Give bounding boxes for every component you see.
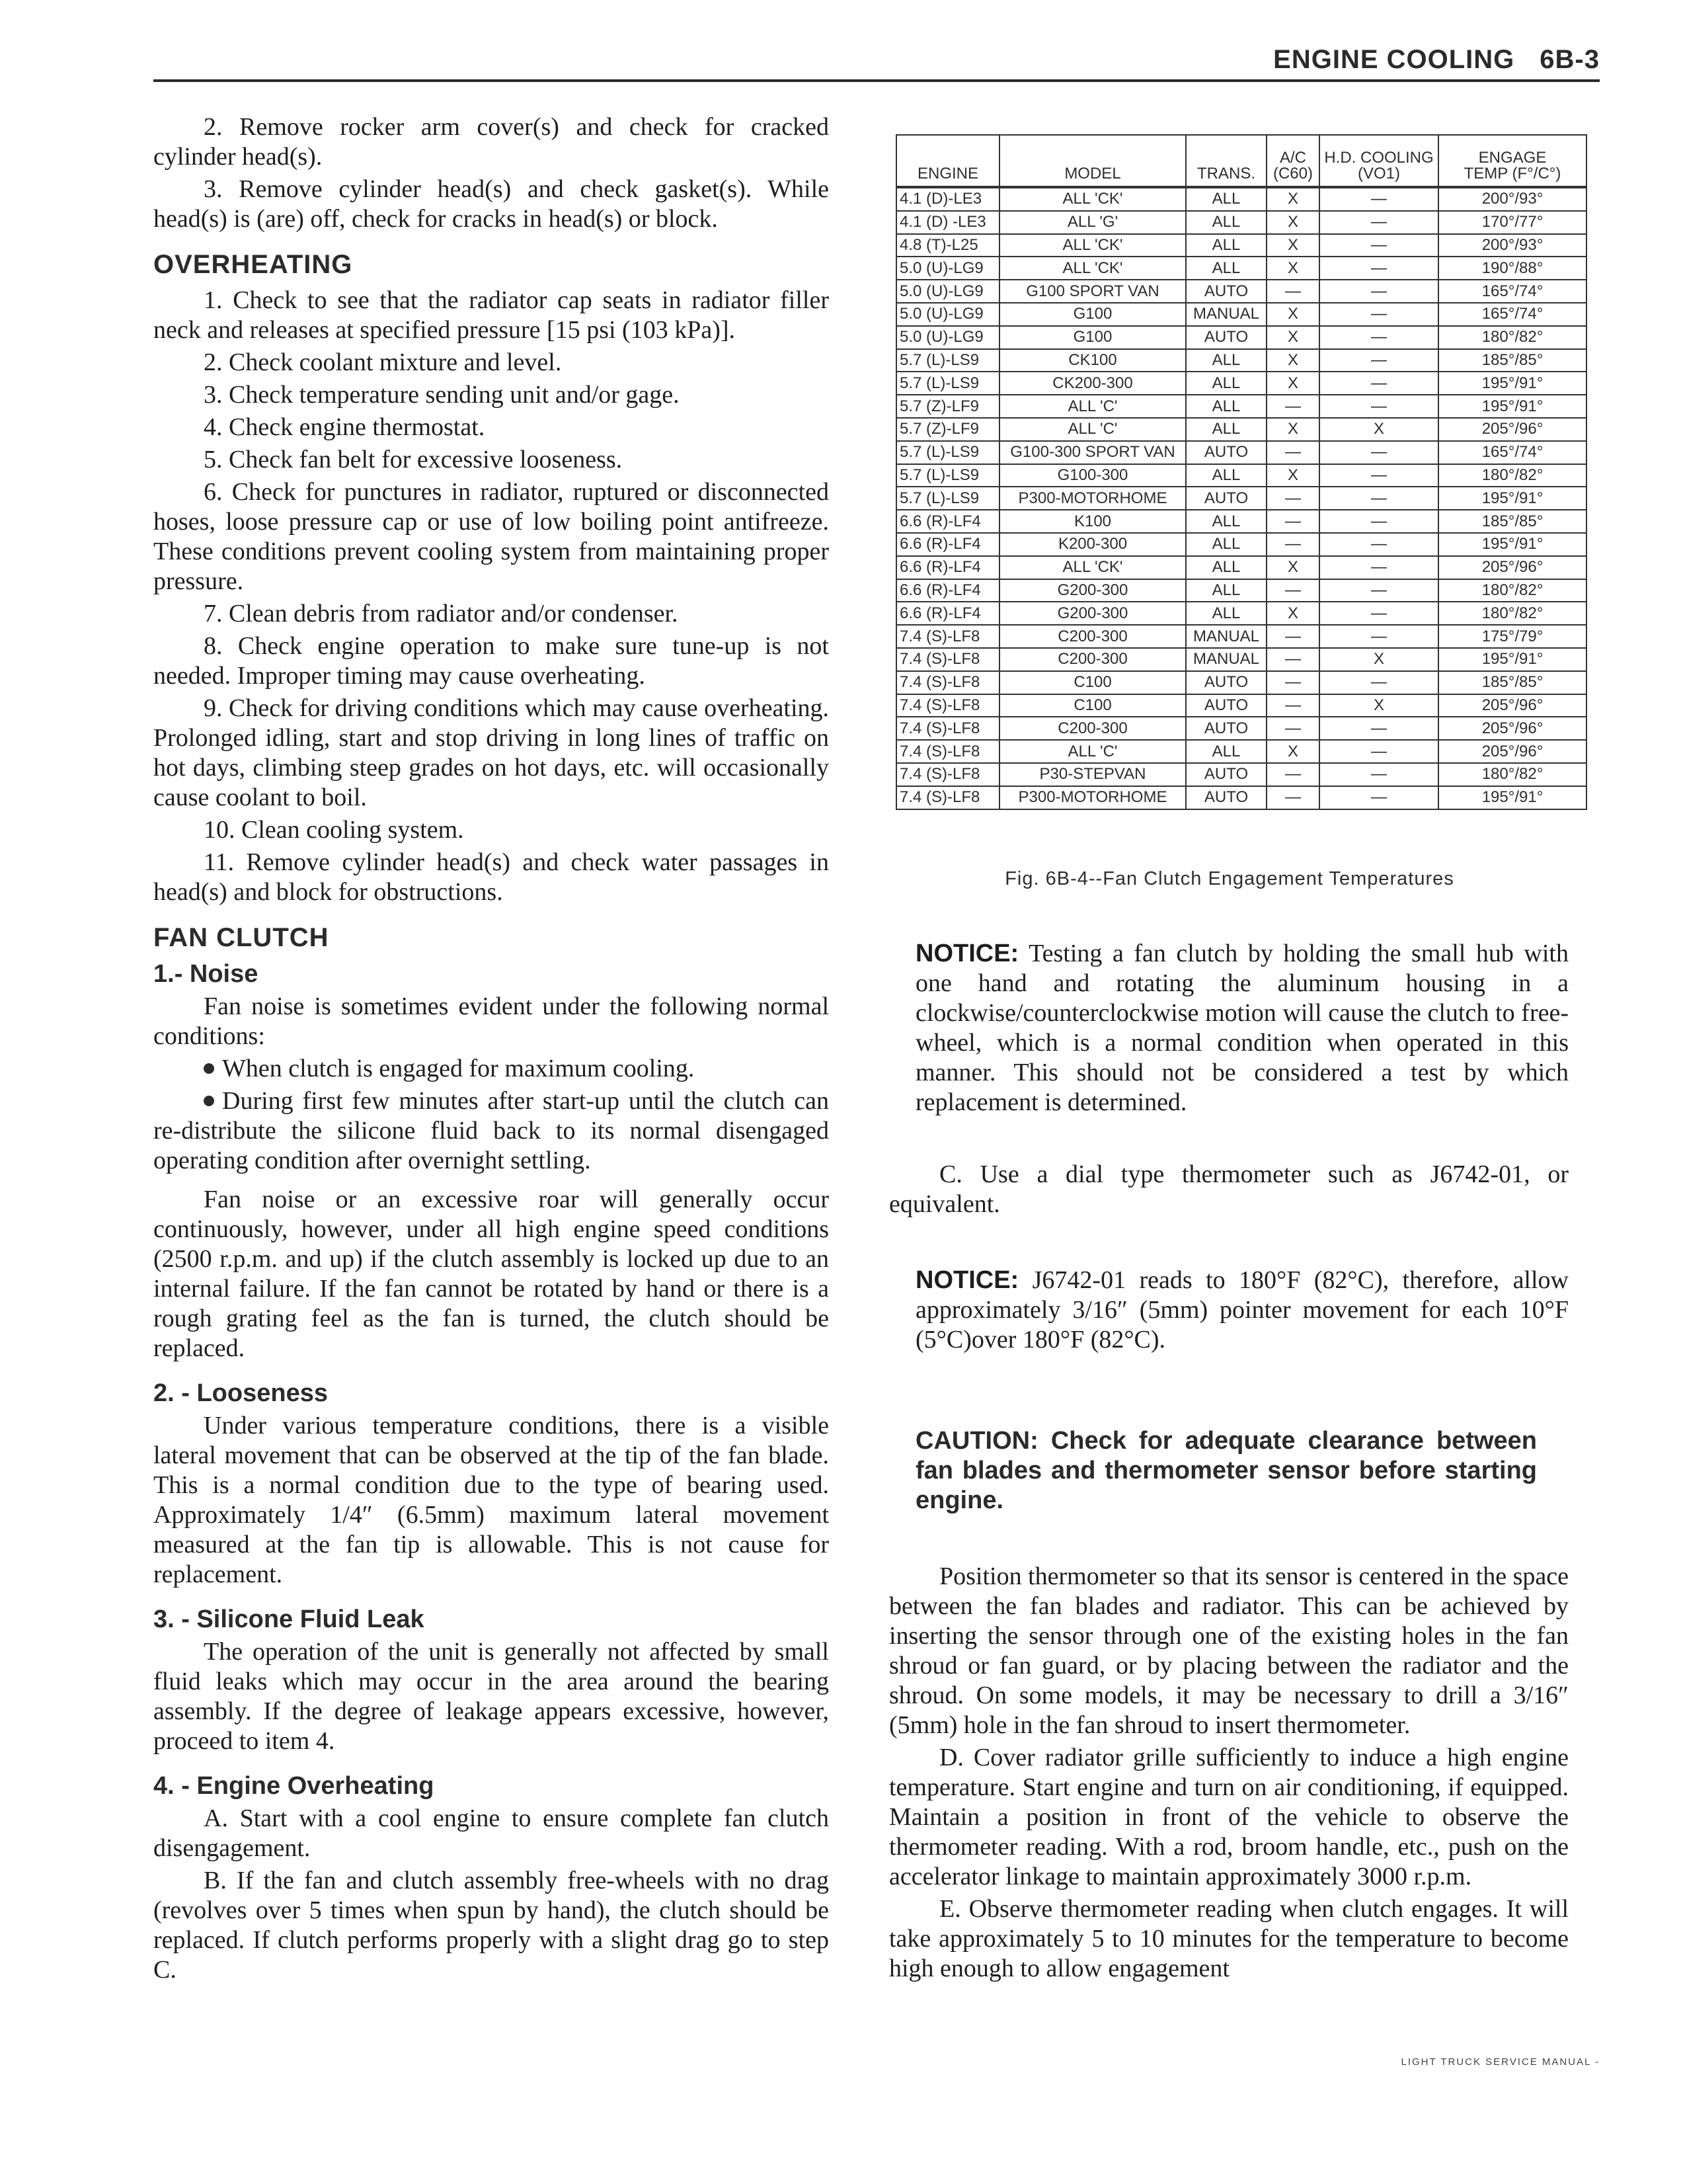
cell-trans: ALL (1186, 211, 1267, 234)
overheating-item-3: 3. Check temperature sending unit and/or gage. (204, 381, 680, 409)
cell-engage-temp: 195°/91° (1438, 648, 1586, 671)
cell-model: P30-STEPVAN (999, 763, 1186, 786)
overheating-item-7: 7. Clean debris from radiator and/or condenser. (204, 600, 678, 627)
cell-trans: AUTO (1186, 441, 1267, 464)
cell-engine: 4.1 (D)-LE3 (896, 187, 999, 211)
cell-ac: — (1267, 280, 1319, 303)
heading-noise: 1.- Noise (153, 960, 258, 988)
cell-engine: 5.7 (Z)-LF9 (896, 418, 999, 441)
cell-ac: — (1267, 487, 1319, 510)
cell-engage-temp: 165°/74° (1438, 441, 1586, 464)
position-thermometer-paragraph: Position thermometer so that its sensor is centered in the space between the fan blades and radiator. This can be achieved by inserting the sensor through one of the existing holes in the fan shroud or fan guard, or by placing between the radiator and the shroud. On some models, it may be necessary to drill a 3/16″ (5mm) hole in the fan shroud to insert thermometer. (889, 1562, 1569, 1739)
cell-ac: — (1267, 648, 1319, 671)
overheating-item-2: 2. Check coolant mixture and level. (204, 348, 562, 376)
cell-hd-cooling: — (1319, 579, 1438, 602)
cell-trans: AUTO (1186, 717, 1267, 740)
col-hd-cooling: H.D. COOLING (VO1) (1319, 135, 1438, 187)
cell-ac: X (1267, 211, 1319, 234)
overheating-item-4: 4. Check engine thermostat. (204, 413, 485, 441)
cell-model: C100 (999, 694, 1186, 717)
table-row (896, 234, 1586, 257)
footer-manual-title: LIGHT TRUCK SERVICE MANUAL - (1401, 2056, 1600, 2068)
bullet-icon (204, 1063, 214, 1074)
cell-engine: 6.6 (R)-LF4 (896, 533, 999, 556)
caution-label: CAUTION: (916, 1427, 1038, 1455)
cell-trans: MANUAL (1186, 625, 1267, 648)
overheating-item-8: 8. Check engine operation to make sure tune-up is not needed. Improper timing may cause overheating. (153, 632, 829, 690)
cell-hd-cooling: — (1319, 280, 1438, 303)
step-a: A. Start with a cool engine to ensure complete fan clutch disengagement. (153, 1804, 829, 1862)
cell-engage-temp: 205°/96° (1438, 740, 1586, 763)
cell-model: P300-MOTORHOME (999, 786, 1186, 809)
cell-engine: 6.6 (R)-LF4 (896, 579, 999, 602)
cell-hd-cooling: — (1319, 187, 1438, 211)
cell-ac: X (1267, 372, 1319, 395)
section-title: ENGINE COOLING (1273, 45, 1515, 74)
overheating-item-9: 9. Check for driving conditions which may cause overheating. Prolonged idling, start and stop driving in long lines of traffic on hot days, climbing steep grades on hot days, etc. will occasionally cause coolant to boil. (153, 694, 829, 811)
cell-engine: 4.8 (T)-L25 (896, 234, 999, 257)
cell-ac: — (1267, 671, 1319, 694)
cell-ac: X (1267, 187, 1319, 211)
cell-ac: X (1267, 303, 1319, 326)
table-row (896, 648, 1586, 671)
notice-thermometer (916, 1266, 1569, 1355)
cell-trans: ALL (1186, 349, 1267, 372)
cell-trans: AUTO (1186, 280, 1267, 303)
cell-hd-cooling: — (1319, 625, 1438, 648)
cell-hd-cooling: — (1319, 671, 1438, 694)
cell-ac: — (1267, 763, 1319, 786)
cell-trans: MANUAL (1186, 303, 1267, 326)
cell-ac: — (1267, 579, 1319, 602)
cell-trans: ALL (1186, 464, 1267, 487)
cell-engage-temp: 180°/82° (1438, 602, 1586, 625)
cell-trans: ALL (1186, 556, 1267, 579)
table-row (896, 763, 1586, 786)
cell-trans: ALL (1186, 579, 1267, 602)
table-row (896, 418, 1586, 441)
cell-trans: ALL (1186, 740, 1267, 763)
cell-trans: ALL (1186, 602, 1267, 625)
cell-engage-temp: 205°/96° (1438, 694, 1586, 717)
cell-ac: — (1267, 533, 1319, 556)
table-body (896, 187, 1586, 809)
table-row (896, 464, 1586, 487)
cell-engine: 6.6 (R)-LF4 (896, 602, 999, 625)
page-number: 6B-3 (1540, 45, 1600, 74)
cell-hd-cooling: — (1319, 510, 1438, 533)
cell-engage-temp: 165°/74° (1438, 280, 1586, 303)
cell-hd-cooling: — (1319, 740, 1438, 763)
fan-clutch-engagement-table (896, 134, 1587, 810)
figure-caption: Fig. 6B-4--Fan Clutch Engagement Temperatures (1005, 868, 1454, 889)
cell-model: C100 (999, 671, 1186, 694)
paragraph-cylinder-heads: 3. Remove cylinder head(s) and check gasket(s). While head(s) is (are) off, check for cracks in head(s) or block. (153, 175, 829, 233)
cell-trans: ALL (1186, 395, 1267, 418)
cell-engage-temp: 180°/82° (1438, 579, 1586, 602)
cell-trans: ALL (1186, 418, 1267, 441)
cell-model: C200-300 (999, 717, 1186, 740)
running-head (1273, 45, 1600, 75)
cell-hd-cooling: — (1319, 763, 1438, 786)
cell-model: G100 (999, 303, 1186, 326)
heading-looseness: 2. - Looseness (153, 1379, 328, 1407)
overheating-item-5: 5. Check fan belt for excessive looseness. (204, 446, 623, 473)
cell-engage-temp: 180°/82° (1438, 763, 1586, 786)
cell-model: CK200-300 (999, 372, 1186, 395)
cell-trans: ALL (1186, 187, 1267, 211)
cell-model: G100 (999, 326, 1186, 349)
cell-hd-cooling: — (1319, 533, 1438, 556)
table-row (896, 211, 1586, 234)
table-row (896, 326, 1586, 349)
cell-engage-temp: 195°/91° (1438, 372, 1586, 395)
cell-trans: ALL (1186, 533, 1267, 556)
table-row (896, 533, 1586, 556)
cell-model: ALL 'CK' (999, 257, 1186, 280)
bullet-text: When clutch is engaged for maximum cooling. (222, 1055, 695, 1082)
cell-ac: X (1267, 464, 1319, 487)
cell-hd-cooling: — (1319, 326, 1438, 349)
cell-hd-cooling: — (1319, 464, 1438, 487)
table-row (896, 187, 1586, 211)
cell-ac: X (1267, 740, 1319, 763)
col-model: MODEL (999, 135, 1186, 187)
cell-trans: AUTO (1186, 786, 1267, 809)
cell-ac: X (1267, 418, 1319, 441)
cell-engage-temp: 170°/77° (1438, 211, 1586, 234)
col-trans: TRANS. (1186, 135, 1267, 187)
cell-engage-temp: 195°/91° (1438, 786, 1586, 809)
cell-engine: 7.4 (S)-LF8 (896, 671, 999, 694)
notice-label: NOTICE: (916, 940, 1019, 967)
step-d: D. Cover radiator grille sufficiently to induce a high engine temperature. Start engine and turn on air conditioning, if equipped. Maintain a position in front of the vehicle to observe the thermometer reading. With a rod, broom handle, etc., push on the accelerator linkage to maintain approximately 3000 r.p.m. (889, 1744, 1569, 1890)
cell-engine: 5.7 (L)-LS9 (896, 349, 999, 372)
cell-ac: — (1267, 694, 1319, 717)
cell-engage-temp: 185°/85° (1438, 510, 1586, 533)
step-e: E. Observe thermometer reading when clutch engages. It will take approximately 5 to 10 minutes for the temperature to become high enough to allow engagement (889, 1895, 1569, 1982)
col-engine: ENGINE (896, 135, 999, 187)
cell-ac: X (1267, 234, 1319, 257)
cell-model: G200-300 (999, 602, 1186, 625)
cell-engage-temp: 185°/85° (1438, 671, 1586, 694)
cell-trans: AUTO (1186, 671, 1267, 694)
cell-engine: 5.7 (L)-LS9 (896, 372, 999, 395)
cell-engage-temp: 195°/91° (1438, 533, 1586, 556)
cell-hd-cooling: — (1319, 211, 1438, 234)
cell-hd-cooling: X (1319, 694, 1438, 717)
noise-intro: Fan noise is sometimes evident under the following normal conditions: (153, 992, 829, 1050)
cell-engage-temp: 200°/93° (1438, 234, 1586, 257)
cell-model: G100-300 (999, 464, 1186, 487)
cell-hd-cooling: X (1319, 648, 1438, 671)
table-row (896, 694, 1586, 717)
caution-clearance (916, 1426, 1537, 1516)
overheating-item-6: 6. Check for punctures in radiator, ruptured or disconnected hoses, loose pressure cap or use of low boiling point antifreeze. These conditions prevent cooling system from maintaining proper pressure. (153, 478, 829, 595)
cell-engine: 7.4 (S)-LF8 (896, 694, 999, 717)
table-row (896, 625, 1586, 648)
noise-bullet-2 (153, 1086, 829, 1176)
cell-model: K200-300 (999, 533, 1186, 556)
cell-engage-temp: 180°/82° (1438, 464, 1586, 487)
cell-engine: 7.4 (S)-LF8 (896, 625, 999, 648)
cell-model: ALL 'G' (999, 211, 1186, 234)
cell-engine: 7.4 (S)-LF8 (896, 648, 999, 671)
cell-ac: X (1267, 326, 1319, 349)
cell-engine: 5.0 (U)-LG9 (896, 280, 999, 303)
table-row (896, 441, 1586, 464)
cell-engage-temp: 195°/91° (1438, 487, 1586, 510)
cell-trans: ALL (1186, 510, 1267, 533)
notice-freewheel (916, 939, 1569, 1117)
step-c: C. Use a dial type thermometer such as J6742-01, or equivalent. (889, 1160, 1569, 1218)
cell-ac: — (1267, 786, 1319, 809)
table-row (896, 671, 1586, 694)
cell-model: ALL 'CK' (999, 556, 1186, 579)
cell-engine: 6.6 (R)-LF4 (896, 510, 999, 533)
cell-model: ALL 'C' (999, 740, 1186, 763)
cell-hd-cooling: — (1319, 441, 1438, 464)
cell-engine: 5.7 (L)-LS9 (896, 464, 999, 487)
noise-bullet-1 (153, 1054, 829, 1084)
cell-hd-cooling: — (1319, 556, 1438, 579)
cell-engage-temp: 185°/85° (1438, 349, 1586, 372)
heading-engine-overheating: 4. - Engine Overheating (153, 1772, 434, 1800)
table-row (896, 579, 1586, 602)
cell-model: ALL 'C' (999, 418, 1186, 441)
heading-overheating: OVERHEATING (153, 250, 353, 279)
notice-text: Testing a fan clutch by holding the small hub with one hand and rotating the aluminum housing in a clockwise/counterclockwise motion will cause the clutch to free-wheel, which is a normal condition when operated in this manner. This should not be considered a test by which replacement is determined. (916, 940, 1569, 1116)
cell-hd-cooling: — (1319, 602, 1438, 625)
cell-trans: ALL (1186, 234, 1267, 257)
cell-engine: 6.6 (R)-LF4 (896, 556, 999, 579)
table-row (896, 280, 1586, 303)
overheating-item-11: 11. Remove cylinder head(s) and check water passages in head(s) and block for obstructions. (153, 848, 829, 906)
cell-engage-temp: 205°/96° (1438, 556, 1586, 579)
cell-trans: AUTO (1186, 487, 1267, 510)
table-row (896, 556, 1586, 579)
left-column (153, 112, 829, 1985)
cell-model: C200-300 (999, 625, 1186, 648)
table-row (896, 487, 1586, 510)
looseness-paragraph: Under various temperature conditions, there is a visible lateral movement that can be observed at the tip of the fan blade. This is a normal condition due to the type of bearing used. Approximately 1/4″ (6.5mm) maximum lateral movement measured at the fan tip is allowable. This is not cause for replacement. (153, 1412, 829, 1588)
cell-ac: — (1267, 510, 1319, 533)
overheating-item-10: 10. Clean cooling system. (204, 816, 464, 844)
cell-ac: X (1267, 556, 1319, 579)
cell-ac: — (1267, 395, 1319, 418)
cell-model: C200-300 (999, 648, 1186, 671)
cell-engage-temp: 190°/88° (1438, 257, 1586, 280)
table-row (896, 395, 1586, 418)
cell-engine: 7.4 (S)-LF8 (896, 740, 999, 763)
cell-hd-cooling: — (1319, 395, 1438, 418)
cell-engage-temp: 165°/74° (1438, 303, 1586, 326)
cell-engine: 5.0 (U)-LG9 (896, 303, 999, 326)
cell-model: P300-MOTORHOME (999, 487, 1186, 510)
cell-model: K100 (999, 510, 1186, 533)
table-row (896, 257, 1586, 280)
table-row (896, 349, 1586, 372)
table-row (896, 303, 1586, 326)
table-row (896, 786, 1586, 809)
cell-hd-cooling: — (1319, 349, 1438, 372)
cell-hd-cooling: — (1319, 303, 1438, 326)
cell-hd-cooling: — (1319, 234, 1438, 257)
cell-engage-temp: 175°/79° (1438, 625, 1586, 648)
cell-ac: X (1267, 602, 1319, 625)
cell-engine: 5.7 (L)-LS9 (896, 487, 999, 510)
cell-ac: X (1267, 349, 1319, 372)
silicone-leak-paragraph: The operation of the unit is generally not affected by small fluid leaks which may occur in the area around the bearing assembly. If the degree of leakage appears excessive, however, proceed to item 4. (153, 1638, 829, 1755)
table-header-row (896, 135, 1586, 187)
cell-hd-cooling: — (1319, 717, 1438, 740)
cell-hd-cooling: — (1319, 257, 1438, 280)
table-row (896, 717, 1586, 740)
cell-model: ALL 'C' (999, 395, 1186, 418)
cell-model: CK100 (999, 349, 1186, 372)
cell-engage-temp: 205°/96° (1438, 717, 1586, 740)
cell-engage-temp: 195°/91° (1438, 395, 1586, 418)
table-row (896, 372, 1586, 395)
paragraph-rocker-cover: 2. Remove rocker arm cover(s) and check for cracked cylinder head(s). (153, 113, 829, 171)
cell-trans: AUTO (1186, 763, 1267, 786)
cell-trans: ALL (1186, 372, 1267, 395)
cell-hd-cooling: — (1319, 372, 1438, 395)
noise-roar-paragraph: Fan noise or an excessive roar will generally occur continuously, however, under all high engine speed conditions (2500 r.p.m. and up) if the clutch assembly is locked up due to an internal failure. If the fan cannot be rotated by hand or there is a rough grating feel as the fan is turned, the clutch should be replaced. (153, 1186, 829, 1362)
cell-hd-cooling: — (1319, 487, 1438, 510)
cell-engine: 7.4 (S)-LF8 (896, 763, 999, 786)
cell-trans: AUTO (1186, 694, 1267, 717)
cell-trans: MANUAL (1186, 648, 1267, 671)
cell-engage-temp: 180°/82° (1438, 326, 1586, 349)
cell-model: ALL 'CK' (999, 187, 1186, 211)
heading-fan-clutch: FAN CLUTCH (153, 923, 329, 952)
cell-ac: — (1267, 717, 1319, 740)
cell-engine: 5.0 (U)-LG9 (896, 326, 999, 349)
cell-ac: — (1267, 625, 1319, 648)
cell-hd-cooling: X (1319, 418, 1438, 441)
cell-engage-temp: 205°/96° (1438, 418, 1586, 441)
cell-engine: 5.0 (U)-LG9 (896, 257, 999, 280)
col-engage-temp: ENGAGE TEMP (F°/C°) (1438, 135, 1586, 187)
cell-model: G100 SPORT VAN (999, 280, 1186, 303)
overheating-item-1: 1. Check to see that the radiator cap seats in radiator filler neck and releases at specified pressure [15 psi (103 kPa)]. (153, 286, 829, 344)
cell-trans: ALL (1186, 257, 1267, 280)
notice-text: J6742-01 reads to 180°F (82°C), therefore, allow approximately 3/16″ (5mm) pointer movement for each 10°F (5°C)over 180°F (82°C). (916, 1266, 1569, 1354)
table-row (896, 740, 1586, 763)
caution-text: Check for adequate clearance between fan blades and thermometer sensor before starting engine. (916, 1427, 1537, 1514)
table-row (896, 510, 1586, 533)
cell-engine: 5.7 (Z)-LF9 (896, 395, 999, 418)
notice-label: NOTICE: (916, 1266, 1019, 1294)
cell-model: ALL 'CK' (999, 234, 1186, 257)
cell-engage-temp: 200°/93° (1438, 187, 1586, 211)
table-row (896, 602, 1586, 625)
bullet-text: During first few minutes after start-up until the clutch can re-distribute the silicone fluid back to its normal disengaged operating condition after overnight settling. (153, 1087, 829, 1174)
right-column (889, 939, 1569, 1984)
bullet-icon (204, 1096, 214, 1106)
cell-model: G200-300 (999, 579, 1186, 602)
cell-engine: 4.1 (D) -LE3 (896, 211, 999, 234)
cell-trans: AUTO (1186, 326, 1267, 349)
col-ac: A/C (C60) (1267, 135, 1319, 187)
cell-ac: — (1267, 441, 1319, 464)
cell-ac: X (1267, 257, 1319, 280)
heading-silicone-leak: 3. - Silicone Fluid Leak (153, 1605, 424, 1633)
cell-hd-cooling: — (1319, 786, 1438, 809)
cell-engine: 5.7 (L)-LS9 (896, 441, 999, 464)
cell-engine: 7.4 (S)-LF8 (896, 717, 999, 740)
page-header (153, 40, 1600, 82)
cell-model: G100-300 SPORT VAN (999, 441, 1186, 464)
step-b: B. If the fan and clutch assembly free-wheels with no drag (revolves over 5 times when spun by hand), the clutch should be replaced. If clutch performs properly with a slight drag go to step C. (153, 1867, 829, 1984)
cell-engine: 7.4 (S)-LF8 (896, 786, 999, 809)
